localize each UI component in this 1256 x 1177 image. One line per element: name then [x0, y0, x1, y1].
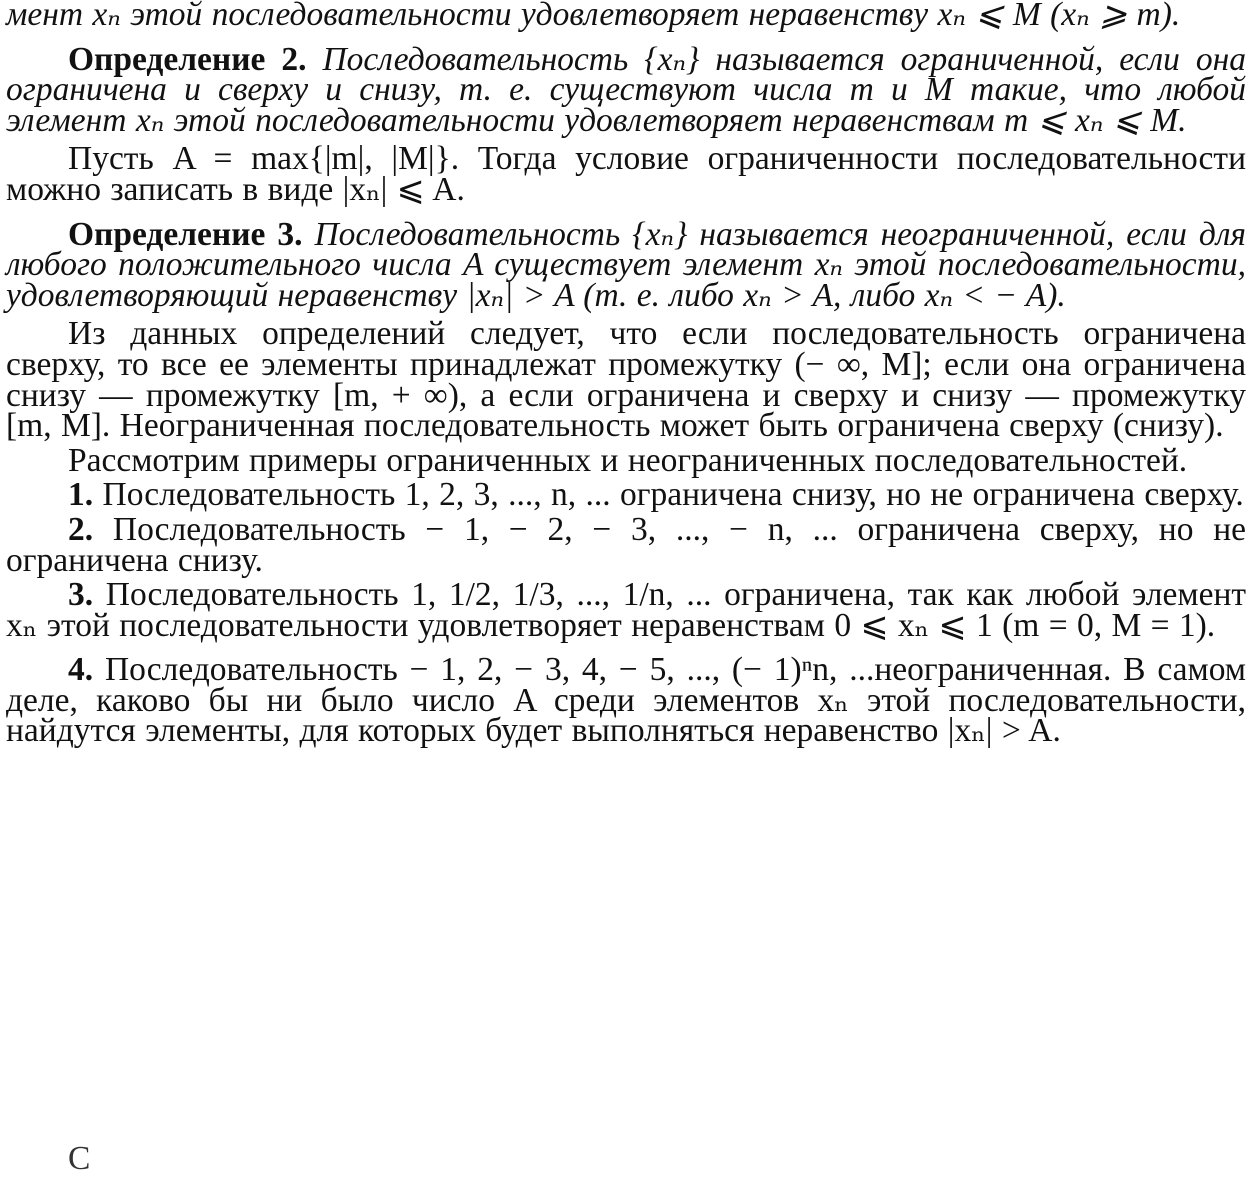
paragraph-examples-intro — [6, 441, 1246, 479]
example-4 — [6, 651, 1247, 750]
definition-text: Последовательность {xₙ} называется ограниченной, если она ограничена и сверху и снизу, т. е. существуют числа m и M такие, что любой элемент xₙ этой последовательности удовлетворяет неравенствам m ⩽ xₙ ⩽ M. — [6, 40, 1246, 139]
paragraph-text: Пусть A = max{|m|, |M|}. Тогда условие ограниченности последовательности можно записать в виде |xₙ| ⩽ A. — [6, 140, 1246, 208]
example-text: Последовательность − 1, 2, − 3, 4, − 5, ..., (− 1)ⁿn, ...неограниченная. В самом деле, каково бы ни было число A среди элементов xₙ этой последовательности, найдутся элементы, для которых будет выполняться неравенство |xₙ| > A. — [6, 651, 1247, 750]
definition-label: Определение 3. — [68, 215, 303, 253]
paragraph-text: Рассмотрим примеры ограниченных и неограниченных последовательностей. — [68, 441, 1188, 479]
paragraph-max-condition — [6, 140, 1246, 208]
example-2 — [6, 510, 1246, 579]
example-number: 4. — [68, 651, 94, 689]
definition-2 — [6, 40, 1246, 139]
document-page — [6, 0, 1247, 1177]
example-text: Последовательность 1, 2, 3, ..., n, ... ограничена снизу, но не ограничена сверху. — [102, 476, 1244, 514]
paragraph-text: Из данных определений следует, что если последовательность ограничена сверху, то все ее элементы принадлежат промежутку (− ∞, M]; если она ограничена снизу — промежутку [m, + ∞), а если ограничена и сверху и снизу — промежутку [m, M]. Неограниченная последовательность может быть ограничена сверху (снизу). — [6, 315, 1246, 445]
definition-label: Определение 2. — [68, 40, 307, 78]
definition-text: Последовательность {xₙ} называется неограниченной, если для любого положительного числа A существует элемент xₙ этой последовательности, удовлетворяющий неравенству |xₙ| > A (т. е. либо xₙ > A, либо xₙ < − A). — [6, 215, 1247, 314]
paragraph-text: мент xₙ этой последовательности удовлетворяет неравенству xₙ ⩽ M (xₙ ⩾ m). — [6, 0, 1181, 33]
paragraph-consequences — [6, 315, 1246, 445]
example-number: 3. — [68, 576, 94, 614]
example-number: 2. — [68, 510, 94, 548]
paragraph-continuation — [6, 0, 1246, 31]
example-1 — [6, 476, 1246, 514]
example-text: Последовательность 1, 1/2, 1/3, ..., 1/n, ... ограничена, так как любой элемент xₙ этой последовательности удовлетворяет неравенствам 0 ⩽ xₙ ⩽ 1 (m = 0, M = 1). — [6, 576, 1247, 644]
example-number: 1. — [68, 476, 94, 514]
example-3 — [6, 576, 1247, 644]
clipped-next-line — [6, 1140, 96, 1177]
definition-3 — [6, 215, 1247, 314]
clipped-text: С — [68, 1140, 91, 1177]
example-text: Последовательность − 1, − 2, − 3, ..., − n, ... ограничена сверху, но не ограничена снизу. — [6, 510, 1246, 579]
